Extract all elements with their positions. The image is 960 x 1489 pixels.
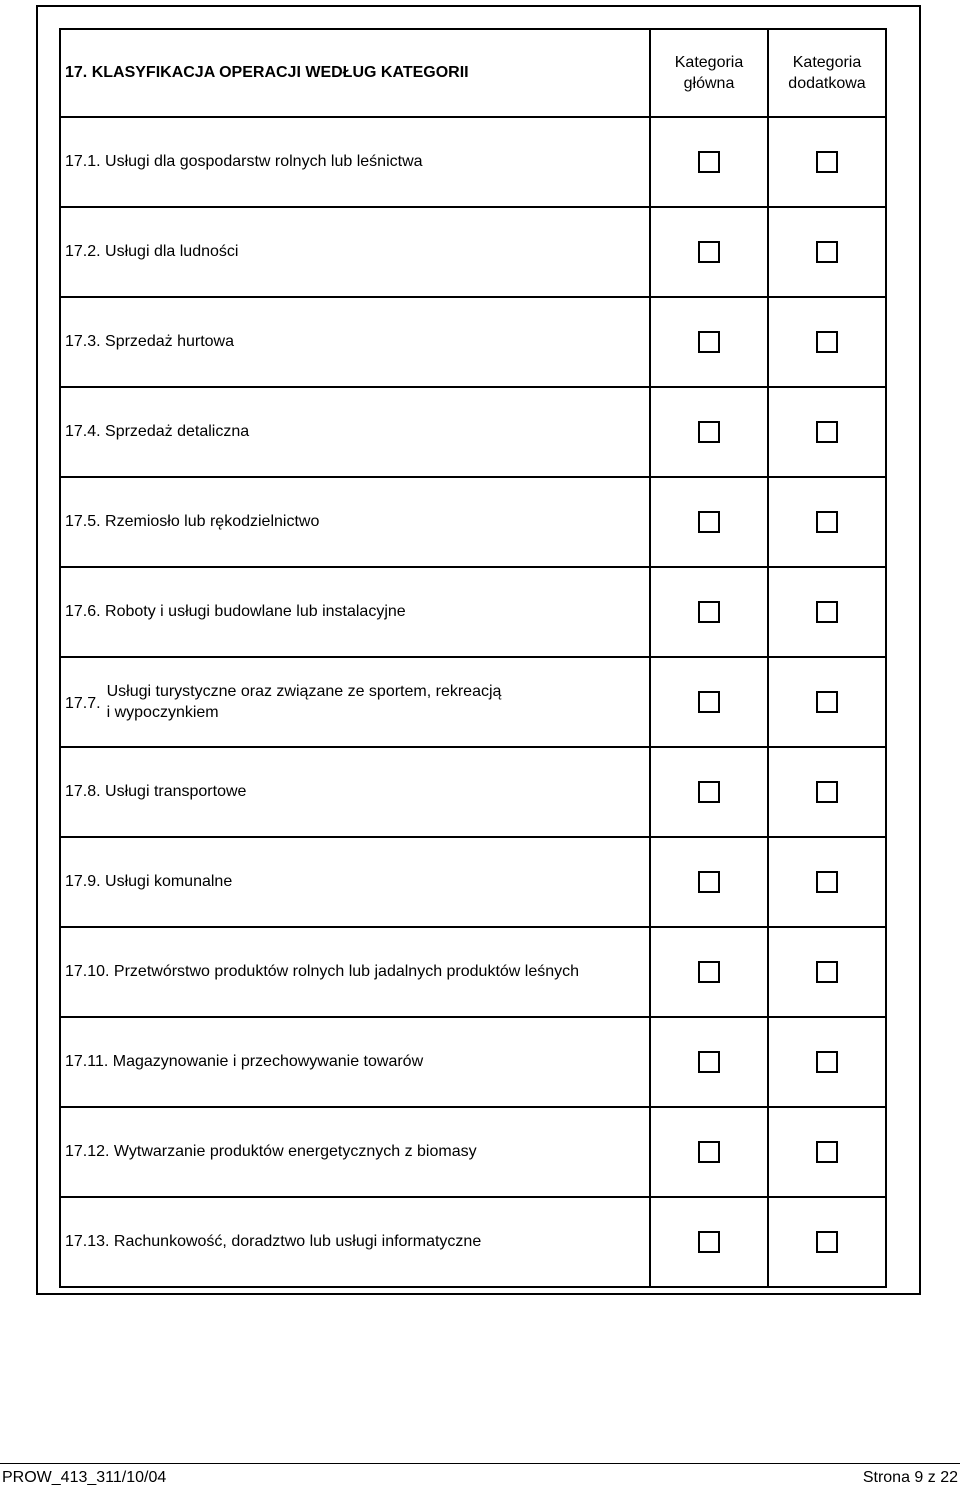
- category-table: [59, 28, 887, 1288]
- extra-category-checkbox[interactable]: [816, 1141, 838, 1163]
- extra-category-checkbox[interactable]: [816, 601, 838, 623]
- section-title: 17. KLASYFIKACJA OPERACJI WEDŁUG KATEGORII: [60, 29, 650, 117]
- row-label: [60, 657, 650, 747]
- row-label: 17.6. Roboty i usługi budowlane lub instalacyjne: [60, 567, 650, 657]
- table-row: [60, 837, 886, 927]
- extra-category-checkbox[interactable]: [816, 961, 838, 983]
- main-category-checkbox[interactable]: [698, 1051, 720, 1073]
- main-category-checkbox[interactable]: [698, 1141, 720, 1163]
- table-row: [60, 477, 886, 567]
- row-label: 17.13. Rachunkowość, doradztwo lub usługi informatyczne: [60, 1197, 650, 1287]
- row-label: 17.8. Usługi transportowe: [60, 747, 650, 837]
- table-row: [60, 1107, 886, 1197]
- column-header-extra-line1: Kategoria: [792, 54, 862, 71]
- document-id: PROW_413_311/10/04: [2, 1469, 167, 1486]
- row-label: 17.12. Wytwarzanie produktów energetycznych z biomasy: [60, 1107, 650, 1197]
- row-label-line2: i wypoczynkiem: [106, 704, 219, 721]
- table-row: [60, 747, 886, 837]
- main-category-checkbox[interactable]: [698, 331, 720, 353]
- column-header-main: [650, 29, 768, 117]
- main-category-checkbox[interactable]: [698, 871, 720, 893]
- main-category-checkbox[interactable]: [698, 601, 720, 623]
- main-category-checkbox[interactable]: [698, 691, 720, 713]
- table-row: [60, 927, 886, 1017]
- table-row: [60, 387, 886, 477]
- extra-category-checkbox[interactable]: [816, 511, 838, 533]
- table-row: [60, 117, 886, 207]
- extra-category-checkbox[interactable]: [816, 781, 838, 803]
- page-number: Strona 9 z 22: [862, 1469, 958, 1486]
- main-category-checkbox[interactable]: [698, 241, 720, 263]
- row-label: 17.11. Magazynowanie i przechowywanie towarów: [60, 1017, 650, 1107]
- extra-category-checkbox[interactable]: [816, 1231, 838, 1253]
- table-row: [60, 1197, 886, 1287]
- extra-category-checkbox[interactable]: [816, 691, 838, 713]
- main-category-checkbox[interactable]: [698, 511, 720, 533]
- column-header-main-line1: Kategoria: [674, 54, 744, 71]
- extra-category-checkbox[interactable]: [816, 871, 838, 893]
- main-category-checkbox[interactable]: [698, 421, 720, 443]
- column-header-extra: [768, 29, 886, 117]
- extra-category-checkbox[interactable]: [816, 151, 838, 173]
- extra-category-checkbox[interactable]: [816, 241, 838, 263]
- row-label: 17.10. Przetwórstwo produktów rolnych lub jadalnych produktów leśnych: [60, 927, 650, 1017]
- row-label: 17.9. Usługi komunalne: [60, 837, 650, 927]
- row-label: 17.4. Sprzedaż detaliczna: [60, 387, 650, 477]
- column-header-extra-line2: dodatkowa: [788, 75, 866, 92]
- table-row: [60, 297, 886, 387]
- row-label: 17.3. Sprzedaż hurtowa: [60, 297, 650, 387]
- footer-divider: [0, 1463, 960, 1464]
- table-row: [60, 567, 886, 657]
- extra-category-checkbox[interactable]: [816, 1051, 838, 1073]
- main-category-checkbox[interactable]: [698, 961, 720, 983]
- table-row: [60, 657, 886, 747]
- table-row: [60, 207, 886, 297]
- table-header-row: [60, 29, 886, 117]
- row-number: 17.7.: [65, 695, 101, 712]
- extra-category-checkbox[interactable]: [816, 331, 838, 353]
- column-header-main-line2: główna: [683, 75, 735, 92]
- extra-category-checkbox[interactable]: [816, 421, 838, 443]
- main-category-checkbox[interactable]: [698, 781, 720, 803]
- row-label: 17.5. Rzemiosło lub rękodzielnictwo: [60, 477, 650, 567]
- main-category-checkbox[interactable]: [698, 151, 720, 173]
- main-category-checkbox[interactable]: [698, 1231, 720, 1253]
- row-label: 17.2. Usługi dla ludności: [60, 207, 650, 297]
- row-label: 17.1. Usługi dla gospodarstw rolnych lub leśnictwa: [60, 117, 650, 207]
- row-label-line1: Usługi turystyczne oraz związane ze sportem, rekreacją: [106, 683, 502, 700]
- table-row: [60, 1017, 886, 1107]
